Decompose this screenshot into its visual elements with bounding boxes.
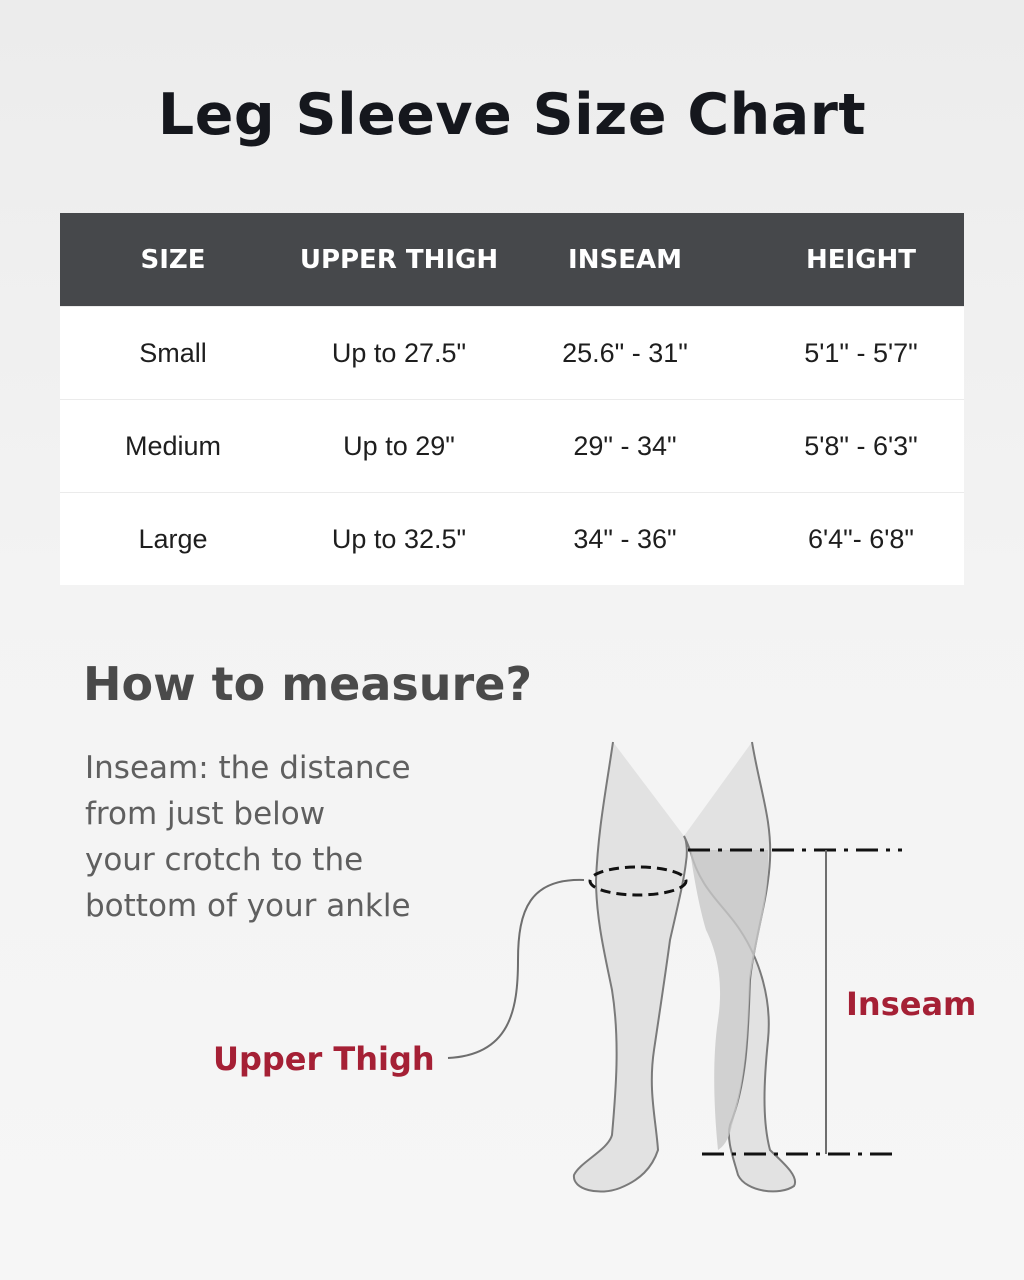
instruction-line: your crotch to the (85, 842, 364, 878)
cell-size: Large (60, 493, 286, 586)
header-inseam: INSEAM (512, 213, 738, 307)
page-title: Leg Sleeve Size Chart (157, 82, 867, 148)
cell-upper-thigh: Up to 27.5" (286, 307, 512, 400)
cell-inseam: 29" - 34" (512, 400, 738, 493)
cell-inseam: 25.6" - 31" (512, 307, 738, 400)
instruction-line: from just below (85, 796, 326, 832)
cell-upper-thigh: Up to 32.5" (286, 493, 512, 586)
upper-thigh-label: Upper Thigh (213, 1040, 435, 1078)
cell-size: Small (60, 307, 286, 400)
cell-height: 5'1" - 5'7" (738, 307, 964, 400)
header-upper-thigh: UPPER THIGH (286, 213, 512, 307)
how-to-measure-heading: How to measure? (83, 657, 533, 711)
cell-upper-thigh: Up to 29" (286, 400, 512, 493)
left-leg-illustration (574, 742, 687, 1192)
instruction-line: bottom of your ankle (85, 888, 411, 924)
cell-inseam: 34" - 36" (512, 493, 738, 586)
inseam-label: Inseam (846, 985, 977, 1023)
instruction-line: Inseam: the distance (85, 750, 411, 786)
upper-thigh-callout-line (448, 880, 584, 1058)
cell-size: Medium (60, 400, 286, 493)
header-height: HEIGHT (738, 213, 964, 307)
cell-height: 6'4"- 6'8" (738, 493, 964, 586)
cell-height: 5'8" - 6'3" (738, 400, 964, 493)
header-size: SIZE (60, 213, 286, 307)
